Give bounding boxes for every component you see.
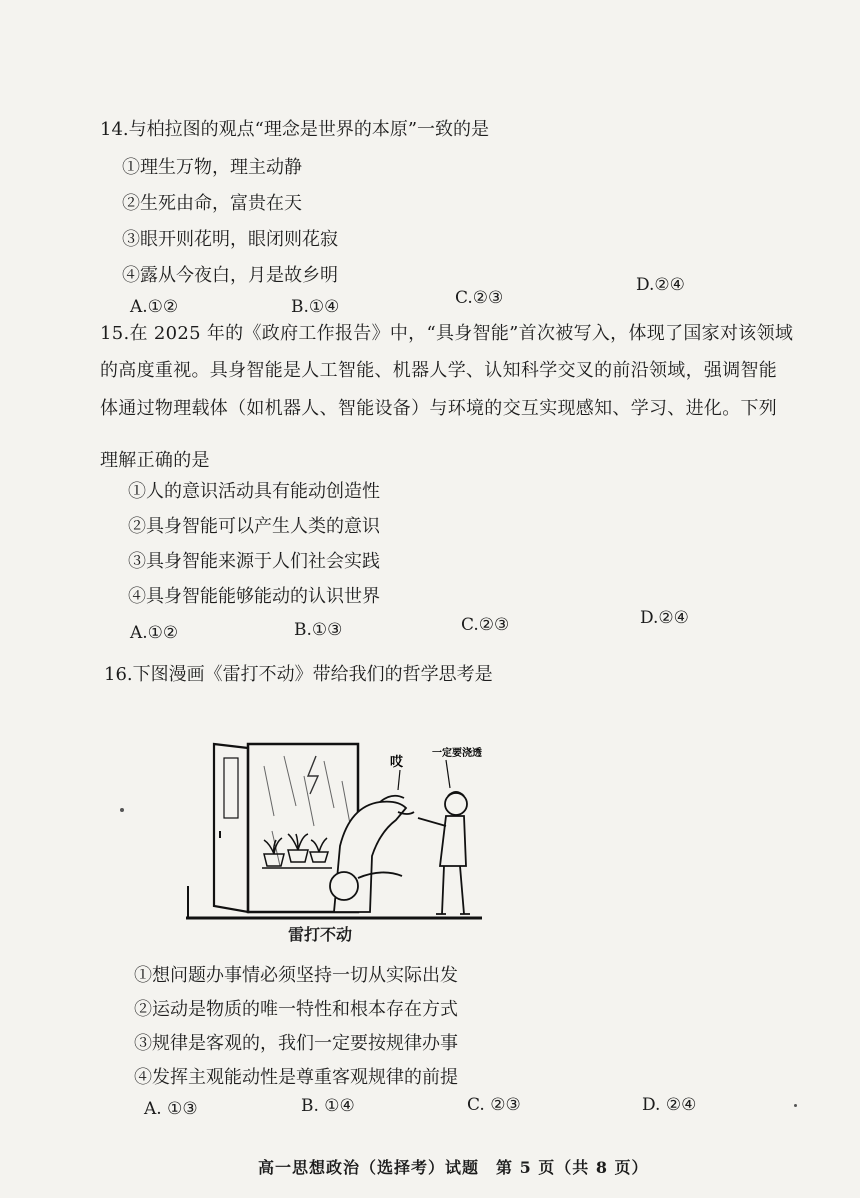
scan-speck	[794, 1104, 797, 1107]
cartoon-caption: 雷打不动	[288, 925, 353, 944]
q16-statement-3: ③规律是客观的，我们一定要按规律办事	[134, 1033, 458, 1054]
page-footer: 高一思想政治（选择考）试题 第 5 页（共 8 页）	[258, 1158, 649, 1177]
q14-statement-2: ②生死由命，富贵在天	[122, 193, 302, 214]
q14-statement-3: ③眼开则花明，眼闭则花寂	[122, 229, 338, 250]
q16-statement-1: ①想问题办事情必须坚持一切从实际出发	[134, 965, 458, 986]
q16-choice-a: A. ①③	[144, 1099, 198, 1119]
q15-line-4: 理解正确的是	[100, 450, 210, 471]
q15-choice-a: A.①②	[130, 623, 179, 643]
cloaked-figure	[330, 796, 414, 912]
old-man	[418, 792, 470, 914]
q14-stem: 14.与柏拉图的观点“理念是世界的本原”一致的是	[100, 119, 490, 140]
q14-choice-a: A.①②	[130, 297, 179, 317]
q15-statement-1: ①人的意识活动具有能动创造性	[128, 481, 380, 502]
q15-statement-3: ③具身智能来源于人们社会实践	[128, 551, 380, 572]
speech-bubble-right: 一定要浇透	[432, 748, 482, 759]
lightning-bolt	[308, 756, 318, 794]
q14-choice-d: D.②④	[636, 275, 685, 295]
q15-statement-2: ②具身智能可以产生人类的意识	[128, 516, 380, 537]
q14-statement-4: ④露从今夜白，月是故乡明	[122, 265, 338, 286]
potted-plants	[262, 834, 332, 868]
q16-statement-2: ②运动是物质的唯一特性和根本存在方式	[134, 999, 458, 1020]
q15-statement-4: ④具身智能能够能动的认识世界	[128, 586, 380, 607]
door-panel	[214, 744, 248, 912]
q15-line-3: 体通过物理载体（如机器人、智能设备）与环境的交互实现感知、学习、进化。下列	[100, 398, 778, 419]
q15-choice-d: D.②④	[640, 608, 689, 628]
q14-choice-c: C.②③	[455, 288, 504, 308]
q16-choice-b: B. ①④	[301, 1096, 355, 1116]
speech-bubble-left: 哎	[390, 755, 404, 770]
q15-choice-c: C.②③	[461, 615, 510, 635]
q16-choice-d: D. ②④	[642, 1095, 697, 1115]
cartoon-illustration	[184, 736, 484, 926]
q15-choice-b: B.①③	[294, 620, 343, 640]
q15-line-2: 的高度重视。具身智能是人工智能、机器人学、认知科学交叉的前沿领域，强调智能	[100, 360, 778, 381]
q14-statement-1: ①理生万物，理主动静	[122, 157, 302, 178]
speech-pointer-right	[446, 760, 450, 788]
speech-pointer-left	[398, 770, 400, 790]
scan-speck	[120, 808, 124, 812]
q14-choice-b: B.①④	[291, 297, 340, 317]
door-window	[224, 758, 238, 818]
q16-statement-4: ④发挥主观能动性是尊重客观规律的前提	[134, 1067, 458, 1088]
q16-stem: 16.下图漫画《雷打不动》带给我们的哲学思考是	[104, 664, 493, 685]
q15-line-1: 15.在 2025 年的《政府工作报告》中，“具身智能”首次被写入，体现了国家对该领域	[100, 323, 794, 344]
q16-choice-c: C. ②③	[467, 1095, 521, 1115]
